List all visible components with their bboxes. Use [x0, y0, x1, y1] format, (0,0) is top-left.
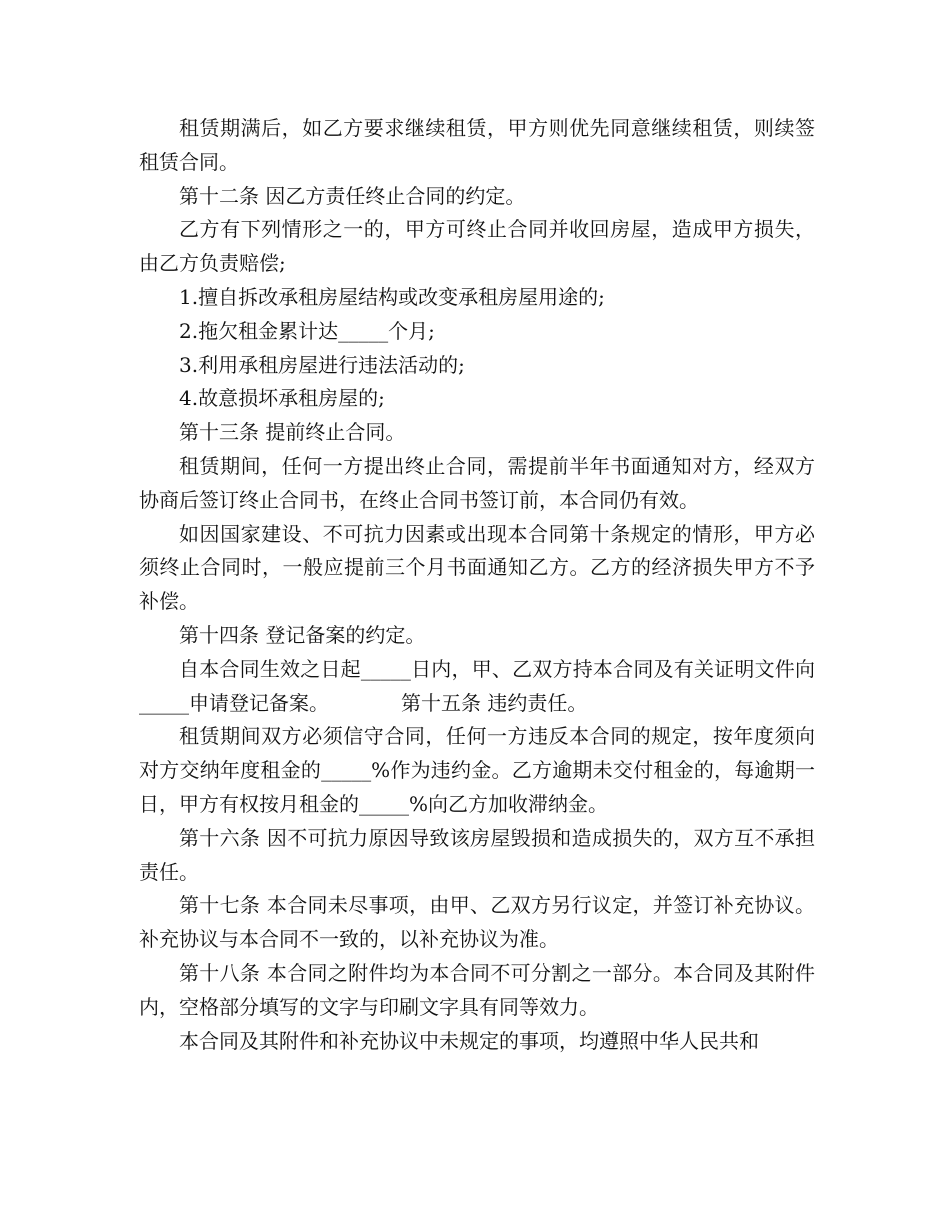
article-15-heading: 第十五条 违约责任。 [401, 690, 588, 715]
paragraph-lease-renewal: 租赁期满后，如乙方要求继续租赁，甲方则优先同意继续租赁，则续签租赁合同。 [139, 116, 815, 174]
paragraph-force-majeure-termination: 如因国家建设、不可抗力因素或出现本合同第十条规定的情形，甲方必须终止合同时，一般应提前三个月书面通知乙方。乙方的经济损失甲方不予补偿。 [139, 521, 815, 614]
article-17-paragraph: 第十七条 本合同未尽事项，由甲、乙双方另行议定，并签订补充协议。补充协议与本合同不一致的，以补充协议为准。 [139, 893, 815, 952]
registration-text: 自本合同生效之日起_____日内，甲、乙双方持本合同及有关证明文件向_____申请登记备案。 [139, 656, 815, 715]
paragraph-unspecified-matters: 本合同及其附件和补充协议中未规定的事项，均遵照中华人民共和 [179, 1028, 759, 1053]
article-16-paragraph: 第十六条 因不可抗力原因导致该房屋毁损和造成损失的，双方互不承担责任。 [139, 825, 815, 884]
paragraph-early-termination: 租赁期间，任何一方提出终止合同，需提前半年书面通知对方，经双方协商后签订终止合同书，在终止合同书签订前，本合同仍有效。 [139, 453, 815, 512]
condition-item-2: 2.拖欠租金累计达_____个月; [179, 318, 435, 343]
article-18-paragraph: 第十八条 本合同之附件均为本合同不可分割之一部分。本合同及其附件内，空格部分填写的文字与印刷文字具有同等效力。 [139, 960, 815, 1019]
article-13-heading: 第十三条 提前终止合同。 [179, 420, 406, 445]
condition-item-4: 4.故意损坏承租房屋的; [179, 386, 385, 411]
condition-item-1: 1.擅自拆改承租房屋结构或改变承租房屋用途的; [179, 284, 605, 309]
paragraph-termination-conditions: 乙方有下列情形之一的，甲方可终止合同并收回房屋，造成甲方损失，由乙方负责赔偿; [139, 217, 815, 276]
paragraph-registration [139, 653, 815, 721]
document-body [139, 112, 815, 1058]
condition-item-3: 3.利用承租房屋进行违法活动的; [179, 352, 465, 377]
article-14-heading: 第十四条 登记备案的约定。 [179, 622, 426, 647]
article-12-heading: 第十二条 因乙方责任终止合同的约定。 [179, 183, 526, 208]
paragraph-breach-liability: 租赁期间双方必须信守合同，任何一方违反本合同的规定，按年度须向对方交纳年度租金的_____%作为违约金。乙方逾期未交付租金的，每逾期一日，甲方有权按月租金的_____%向乙方加收滞纳金。 [139, 724, 815, 816]
